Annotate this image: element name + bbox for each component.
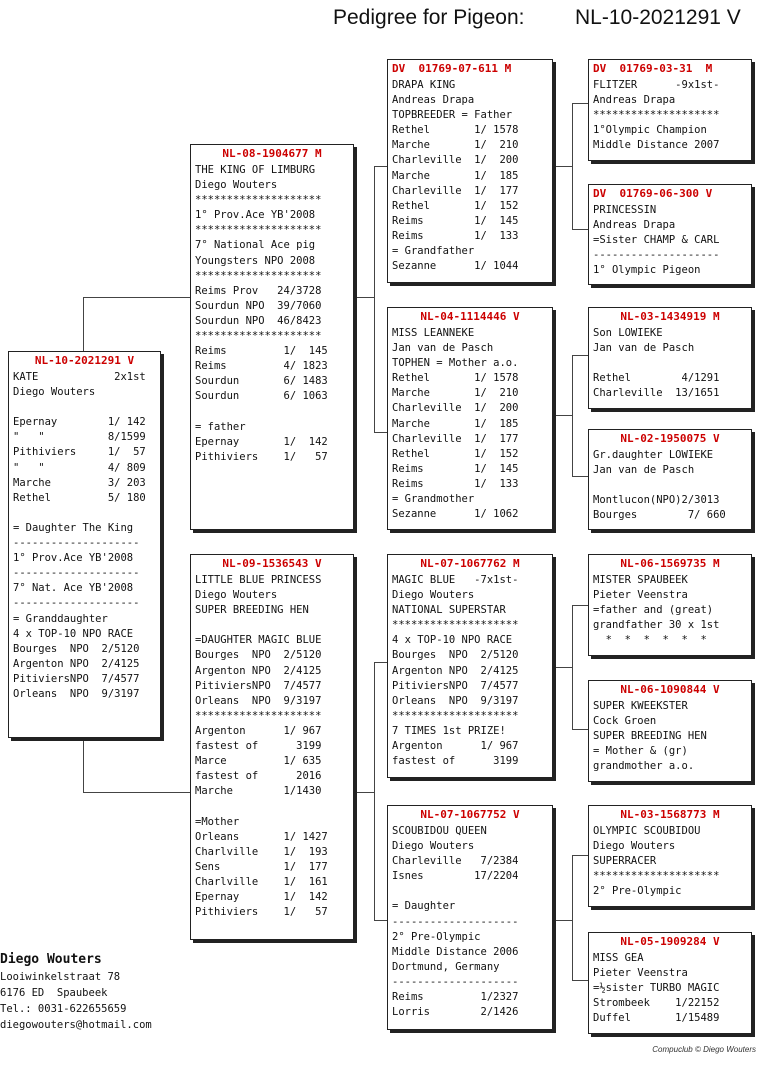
pedigree-line [593, 478, 751, 493]
pedigree-line: Andreas Drapa [392, 94, 475, 107]
pedigree-line: = Grandmother [392, 493, 475, 506]
pedigree-line: Dortmund, Germany [392, 960, 500, 973]
pedigree-line: TOPHEN = Mother a.o. [392, 357, 519, 370]
pedigree-line: Lorris 2/1426 [392, 1006, 519, 1019]
pigeon-card-fff[interactable] [588, 59, 752, 161]
ring-number: DV 01769-06-300 V [593, 187, 713, 200]
pedigree-line: Sourdun 6/ 1063 [195, 390, 328, 403]
pigeon-card-maternal-grandmother[interactable] [387, 805, 553, 1030]
ring-number: NL-07-1067762 M [420, 557, 520, 570]
ring-number: NL-08-1904677 M [222, 147, 322, 160]
pigeon-card-subject[interactable] [8, 351, 161, 738]
pedigree-line: Bourges NPO 2/5120 [392, 649, 519, 662]
pedigree-line: Rethel 5/ 180 [13, 491, 146, 504]
pedigree-line: Charleville 1/ 200 [392, 402, 519, 415]
pedigree-line: Reims Prov 24/3728 [195, 284, 322, 297]
pedigree-line: Diego Wouters [392, 840, 475, 853]
pedigree-line: Marche 1/ 210 [392, 387, 519, 400]
pedigree-line: Bourges 7/ 660 [593, 509, 726, 522]
pedigree-line: MISTER SPAUBEEK [593, 574, 688, 586]
pedigree-line: =½sister TURBO MAGIC [593, 982, 720, 995]
pedigree-line: OLYMPIC SCOUBIDOU [593, 825, 701, 837]
pedigree-line: SCOUBIDOU QUEEN [392, 825, 487, 837]
pedigree-line: TOPBREEDER = Father [392, 109, 513, 122]
pedigree-line [392, 884, 552, 899]
card-lines [388, 75, 552, 274]
pedigree-line: ******************** [195, 330, 322, 343]
pedigree-line: Charleville 7/2384 [392, 855, 519, 868]
pedigree-line: Reims 1/ 133 [392, 229, 519, 242]
pedigree-line: 1° Prov.Ace YB'2008 [13, 552, 134, 565]
pedigree-line: Epernay 1/ 142 [195, 890, 328, 903]
pigeon-card-mmm[interactable] [588, 932, 752, 1034]
footer-credit: Compuclub © Diego Wouters [652, 1045, 756, 1054]
card-lines [388, 570, 552, 769]
pedigree-line: -------------------- [392, 975, 519, 988]
pedigree-line: = Mother & (gr) [593, 745, 688, 758]
pedigree-line: KATE 2x1st [13, 371, 146, 383]
ring-number: NL-03-1568773 M [620, 808, 720, 821]
pedigree-line: Sourdun NPO 46/8423 [195, 314, 322, 327]
ring-number: NL-03-1434919 M [620, 310, 720, 323]
pedigree-line: Andreas Drapa [593, 94, 676, 107]
pedigree-line: 1° Prov.Ace YB'2008 [195, 209, 316, 222]
pedigree-line: 2° Pre-Olympic [392, 930, 481, 943]
pedigree-line: PitiviersNPO 7/4577 [392, 679, 519, 692]
pedigree-line: Argenton NPO 2/4125 [195, 664, 322, 677]
pigeon-card-paternal-grandmother[interactable] [387, 307, 553, 530]
pedigree-line: SUPER BREEDING HEN [195, 604, 309, 617]
pedigree-line: SUPERRACER [593, 855, 657, 868]
pedigree-line: Reims 1/ 145 [392, 462, 519, 475]
pedigree-line: Sourdun NPO 39/7060 [195, 299, 322, 312]
pedigree-line: Rethel 1/ 1578 [392, 124, 519, 137]
ring-number: NL-06-1569735 M [620, 557, 720, 570]
pedigree-line: Jan van de Pasch [392, 342, 494, 355]
pedigree-line: Bourges NPO 2/5120 [13, 642, 140, 655]
pedigree-line: 4 x TOP-10 NPO RACE [13, 627, 134, 640]
pedigree-line: Charlville 1/ 161 [195, 875, 328, 888]
pedigree-line [13, 400, 160, 415]
pedigree-line: Sezanne 1/ 1062 [392, 508, 519, 521]
pedigree-line: Marche 1/ 185 [392, 169, 519, 182]
pedigree-line: " " 8/1599 [13, 431, 146, 444]
pedigree-line: Rethel 1/ 152 [392, 447, 519, 460]
pedigree-line [13, 506, 160, 521]
breeder-city: 6176 ED Spaubeek [0, 987, 108, 999]
pigeon-card-fmf[interactable] [588, 307, 752, 409]
pedigree-line: ******************** [392, 709, 519, 722]
pedigree-line: Reims 1/ 145 [195, 345, 328, 358]
pedigree-line: Orleans NPO 9/3197 [13, 687, 140, 700]
pedigree-line: Sourdun 6/ 1483 [195, 375, 328, 388]
pedigree-line: Rethel 4/1291 [593, 372, 720, 385]
ring-number: DV 01769-03-31 M [593, 62, 713, 75]
pedigree-line: Pieter Veenstra [593, 589, 688, 602]
pedigree-line: Son LOWIEKE [593, 327, 663, 339]
pigeon-card-mother[interactable] [190, 554, 354, 940]
pedigree-line: = Daughter The King [13, 521, 134, 534]
ring-number: NL-10-2021291 V [34, 354, 135, 367]
pedigree-line: Marche 1/1430 [195, 785, 322, 798]
card-lines [589, 445, 751, 523]
pedigree-line: Bourges NPO 2/5120 [195, 649, 322, 662]
pedigree-line: Middle Distance 2006 [392, 945, 519, 958]
pedigree-line: Pithiviers 1/ 57 [195, 906, 328, 919]
pedigree-line: Epernay 1/ 142 [195, 435, 328, 448]
pedigree-line: -------------------- [13, 537, 140, 550]
pedigree-line: ******************** [195, 709, 322, 722]
card-lines [589, 821, 751, 899]
ring-number: NL-06-1090844 V [620, 683, 720, 696]
pedigree-line: = Grandfather [392, 245, 475, 258]
pedigree-line: NATIONAL SUPERSTAR [392, 604, 506, 617]
pedigree-line: Charleville 1/ 177 [392, 184, 519, 197]
pedigree-line: ******************** [593, 109, 720, 122]
pedigree-line: PRINCESSIN [593, 204, 657, 216]
pedigree-line: Youngsters NPO 2008 [195, 254, 316, 267]
pedigree-line: -------------------- [13, 567, 140, 580]
pedigree-line: Charleville 13/1651 [593, 387, 720, 400]
pedigree-line: fastest of 2016 [195, 770, 322, 783]
pedigree-line: Pithiviers 1/ 57 [13, 446, 146, 459]
card-lines [589, 200, 751, 278]
pedigree-line: 2° Pre-Olympic [593, 885, 682, 898]
pedigree-line: Diego Wouters [593, 840, 676, 853]
breeder-name: Diego Wouters [0, 952, 102, 967]
pedigree-line [593, 356, 751, 371]
pedigree-line: 7° Nat. Ace YB'2008 [13, 582, 134, 595]
ring-number: NL-02-1950075 V [620, 432, 720, 445]
pedigree-line: =Mother [195, 815, 240, 828]
card-lines [9, 367, 160, 702]
ring-number: NL-07-1067752 V [420, 808, 520, 821]
pedigree-line: Montlucon(NPO)2/3013 [593, 494, 720, 507]
breeder-email[interactable]: diegowouters@hotmail.com [0, 1019, 152, 1031]
pedigree-line: Sens 1/ 177 [195, 860, 328, 873]
pedigree-line: Diego Wouters [392, 589, 475, 602]
pedigree-line: DRAPA KING [392, 79, 456, 91]
pedigree-line: = Daughter [392, 900, 456, 913]
pigeon-card-maternal-grandfather[interactable] [387, 554, 553, 778]
pedigree-line: Middle Distance 2007 [593, 139, 720, 152]
pedigree-line: Jan van de Pasch [593, 342, 695, 355]
pedigree-line: Marche 1/ 210 [392, 139, 519, 152]
pedigree-line: Diego Wouters [13, 386, 96, 399]
card-lines [589, 696, 751, 774]
pedigree-line: PitiviersNPO 7/4577 [13, 672, 140, 685]
pedigree-line: -------------------- [13, 597, 140, 610]
pedigree-line: Gr.daughter LOWIEKE [593, 449, 714, 461]
pedigree-line: ******************** [195, 194, 322, 207]
ring-number: DV 01769-07-611 M [392, 62, 512, 75]
card-lines [191, 570, 353, 920]
pedigree-line: Argenton NPO 2/4125 [13, 657, 140, 670]
pedigree-line: LITTLE BLUE PRINCESS [195, 574, 322, 586]
pedigree-line: Orleans 1/ 1427 [195, 830, 328, 843]
pedigree-line: Epernay 1/ 142 [13, 416, 146, 429]
pedigree-line: Marche 1/ 185 [392, 417, 519, 430]
pedigree-line: Cock Groen [593, 715, 657, 728]
pedigree-line: Duffel 1/15489 [593, 1012, 720, 1025]
pedigree-line: Marce 1/ 635 [195, 755, 322, 768]
pedigree-line: ******************** [195, 269, 322, 282]
pedigree-line: Pieter Veenstra [593, 967, 688, 980]
pedigree-line: 4 x TOP-10 NPO RACE [392, 634, 513, 647]
pedigree-line: ******************** [593, 870, 720, 883]
pigeon-card-mff[interactable] [588, 554, 752, 656]
pedigree-line: Strombeek 1/22152 [593, 997, 720, 1010]
pedigree-line: Jan van de Pasch [593, 464, 695, 477]
pedigree-line: Argenton 1/ 967 [195, 724, 322, 737]
pedigree-line: Argenton NPO 2/4125 [392, 664, 519, 677]
pedigree-line: Reims 1/ 133 [392, 477, 519, 490]
pedigree-line: fastest of 3199 [195, 740, 322, 753]
pedigree-line: =Sister CHAMP & CARL [593, 234, 720, 247]
pedigree-line [195, 618, 353, 633]
pedigree-line: =father and (great) [593, 604, 714, 617]
pigeon-card-mmf[interactable] [588, 805, 752, 907]
pedigree-line: SUPER KWEEKSTER [593, 700, 688, 712]
card-lines [589, 570, 751, 648]
card-lines [589, 323, 751, 401]
pedigree-line: FLITZER -9x1st- [593, 79, 720, 91]
pedigree-line: Orleans NPO 9/3197 [392, 694, 519, 707]
ring-number: NL-09-1536543 V [222, 557, 322, 570]
pedigree-line: Rethel 1/ 1578 [392, 372, 519, 385]
pedigree-line: * * * * * * [593, 634, 707, 647]
pedigree-line: Rethel 1/ 152 [392, 199, 519, 212]
pigeon-card-mfm[interactable] [588, 680, 752, 782]
pedigree-line: grandmother a.o. [593, 760, 695, 773]
pedigree-line: MISS LEANNEKE [392, 327, 475, 339]
ring-number: NL-04-1114446 V [420, 310, 520, 323]
pigeon-card-ffm[interactable] [588, 184, 752, 285]
pedigree-line: Orleans NPO 9/3197 [195, 694, 322, 707]
pedigree-line: ******************** [195, 224, 322, 237]
pedigree-line: Marche 3/ 203 [13, 476, 146, 489]
page-title-ring: NL-10-2021291 V [575, 6, 741, 29]
pedigree-line: -------------------- [392, 915, 519, 928]
pedigree-line: Diego Wouters [195, 179, 278, 192]
pedigree-line: = father [195, 420, 246, 433]
pedigree-line: Pithiviers 1/ 57 [195, 450, 328, 463]
pedigree-line: 7 TIMES 1st PRIZE! [392, 724, 506, 737]
pedigree-line: fastest of 3199 [392, 755, 519, 768]
pedigree-line: MISS GEA [593, 952, 644, 964]
pedigree-line: ******************** [392, 619, 519, 632]
pedigree-line: Diego Wouters [195, 589, 278, 602]
card-lines [191, 160, 353, 465]
pedigree-line [195, 405, 353, 420]
pigeon-card-father[interactable] [190, 144, 354, 530]
pedigree-line: PitiviersNPO 7/4577 [195, 679, 322, 692]
pedigree-line: -------------------- [593, 249, 720, 262]
pigeon-card-fmm[interactable] [588, 429, 752, 530]
pedigree-line: Reims 1/ 145 [392, 214, 519, 227]
card-lines [388, 821, 552, 1020]
pedigree-line: Reims 1/2327 [392, 991, 519, 1004]
pedigree-line: Isnes 17/2204 [392, 870, 519, 883]
pedigree-line: Sezanne 1/ 1044 [392, 260, 519, 273]
pedigree-line: Argenton 1/ 967 [392, 740, 519, 753]
pedigree-line [195, 799, 353, 814]
pedigree-line: =DAUGHTER MAGIC BLUE [195, 634, 322, 647]
card-lines [388, 323, 552, 522]
page-title-prefix: Pedigree for Pigeon: [333, 6, 525, 29]
pedigree-line: = Granddaughter [13, 612, 108, 625]
pigeon-card-paternal-grandfather[interactable] [387, 59, 553, 283]
pedigree-line: Charleville 1/ 200 [392, 154, 519, 167]
pedigree-line: " " 4/ 809 [13, 461, 146, 474]
pedigree-line: SUPER BREEDING HEN [593, 730, 707, 743]
pedigree-line: THE KING OF LIMBURG [195, 164, 316, 176]
pedigree-line: Andreas Drapa [593, 219, 676, 232]
pedigree-line: 1°Olympic Champion [593, 124, 707, 137]
pedigree-line: MAGIC BLUE -7x1st- [392, 574, 519, 586]
pedigree-line: Charlville 1/ 193 [195, 845, 328, 858]
breeder-phone: Tel.: 0031-622655659 [0, 1003, 127, 1015]
pedigree-line: grandfather 30 x 1st [593, 619, 720, 632]
card-lines [589, 75, 751, 153]
card-lines [589, 948, 751, 1026]
breeder-street: Looiwinkelstraat 78 [0, 971, 121, 983]
pedigree-line: Charleville 1/ 177 [392, 432, 519, 445]
pedigree-line: Reims 4/ 1823 [195, 360, 328, 373]
breeder-contact [0, 951, 152, 1033]
ring-number: NL-05-1909284 V [620, 935, 720, 948]
pedigree-line: 1° Olympic Pigeon [593, 264, 701, 277]
pedigree-line: 7° National Ace pig [195, 239, 316, 252]
